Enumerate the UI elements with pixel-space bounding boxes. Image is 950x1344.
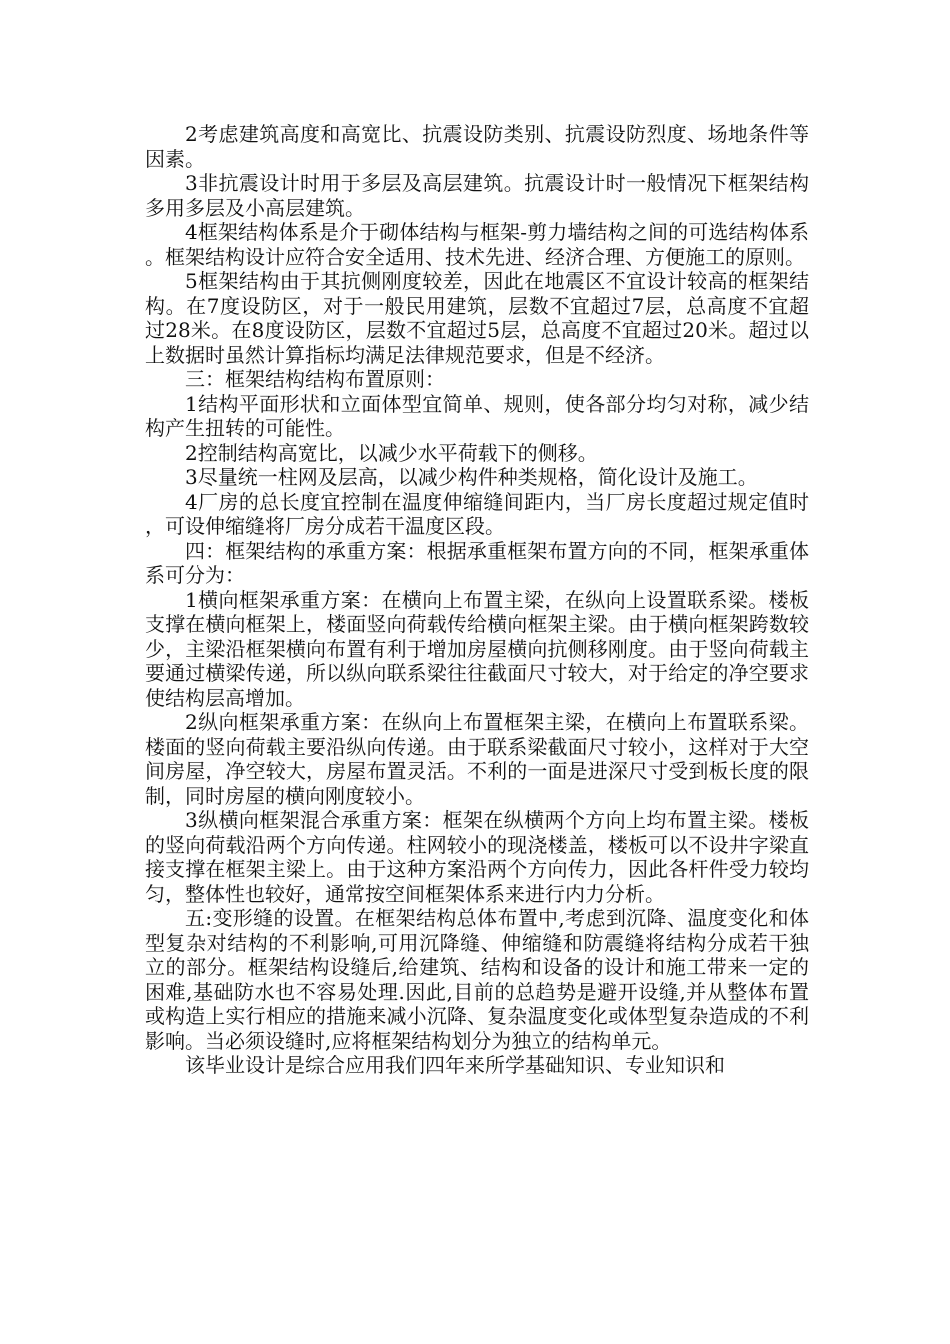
- paragraph-height-width-ratio: 2控制结构高宽比，以减少水平荷载下的侧移。: [185, 440, 598, 465]
- paragraph-column-grid: 3尽量统一柱网及层高，以减少构件种类规格，简化设计及施工。: [185, 465, 758, 489]
- paragraph-height-limits: 5框架结构由于其抗侧刚度较差，因此在地震区不宜设计较高的框架结构。在7度设防区，对于一般民用建筑，层数不宜超过7层，总高度不宜超过28米。在8度设防区，层数不宜超过5层，总高度不宜超过20米。超过以上数据时虽然计算指标均满足法律规范要求，但是不经济。: [145, 269, 809, 367]
- paragraph-graduation-design: 该毕业设计是综合应用我们四年来所学基础知识、专业知识和: [185, 1053, 725, 1077]
- paragraph-frame-system: 4框架结构体系是介于砌体结构与框架-剪力墙结构之间的可选结构体系。框架结构设计应符合安全适用、技术先进、经济合理、方便施工的原则。: [145, 220, 809, 269]
- paragraph-mixed-scheme: 3纵横向框架混合承重方案：框架在纵横两个方向上均布置主梁。楼板的竖向荷载沿两个方向传递。柱网较小的现浇楼盖，楼板可以不设井字梁直接支撑在框架主梁上。由于这种方案沿两个方向传力，因此各杆件受力较均匀，整体性也较好，通常按空间框架体系来进行内力分析。: [145, 808, 809, 906]
- paragraph-non-seismic-use: 3非抗震设计时用于多层及高层建筑。抗震设计时一般情况下框架结构多用多层及小高层建筑。: [145, 171, 809, 220]
- paragraph-seismic-factors: 2考虑建筑高度和高宽比、抗震设防类别、抗震设防烈度、场地条件等因素。: [145, 122, 809, 171]
- section-heading-load-bearing-schemes: 四：框架结构的承重方案：根据承重框架布置方向的不同，框架承重体系可分为：: [145, 538, 809, 587]
- section-heading-layout-principles: 三：框架结构结构布置原则：: [185, 367, 445, 391]
- paragraph-transverse-scheme: 1横向框架承重方案：在横向上布置主梁，在纵向上设置联系梁。楼板支撑在横向框架上，楼面竖向荷载传给横向框架主梁。由于横向框架跨数较少，主梁沿框架横向布置有利于增加房屋横向抗侧移刚度。由于竖向荷载主要通过横梁传递，所以纵向联系梁往往截面尺寸较大，对于给定的净空要求使结构层高增加。: [145, 587, 809, 710]
- paragraph-expansion-joints: 4厂房的总长度宜控制在温度伸缩缝间距内，当厂房长度超过规定值时，可设伸缩缝将厂房分成若干温度区段。: [145, 489, 809, 538]
- paragraph-longitudinal-scheme: 2纵向框架承重方案：在纵向上布置框架主梁，在横向上布置联系梁。楼面的竖向荷载主要沿纵向传递。由于联系梁截面尺寸较小，这样对于大空间房屋，净空较大，房屋布置灵活。不利的一面是进深尺寸受到板长度的限制，同时房屋的横向刚度较小。: [145, 710, 809, 808]
- paragraph-plan-shape: 1结构平面形状和立面体型宜简单、规则，使各部分均匀对称，减少结构产生扭转的可能性。: [145, 391, 809, 440]
- paragraph-deformation-joints: 五:变形缝的设置。在框架结构总体布置中,考虑到沉降、温度变化和体型复杂对结构的不利影响,可用沉降缝、伸缩缝和防震缝将结构分成若干独立的部分。框架结构设缝后,给建筑、结构和设备的设计和施工带来一定的困难,基础防水也不容易处理.因此,目前的总趋势是避开设缝,并从整体布置或构造上实行相应的措施来减小沉降、复杂温度变化或体型复杂造成的不利影响。当必须设缝时,应将框架结构划分为独立的结构单元。: [145, 906, 809, 1053]
- document-body: [145, 122, 809, 1078]
